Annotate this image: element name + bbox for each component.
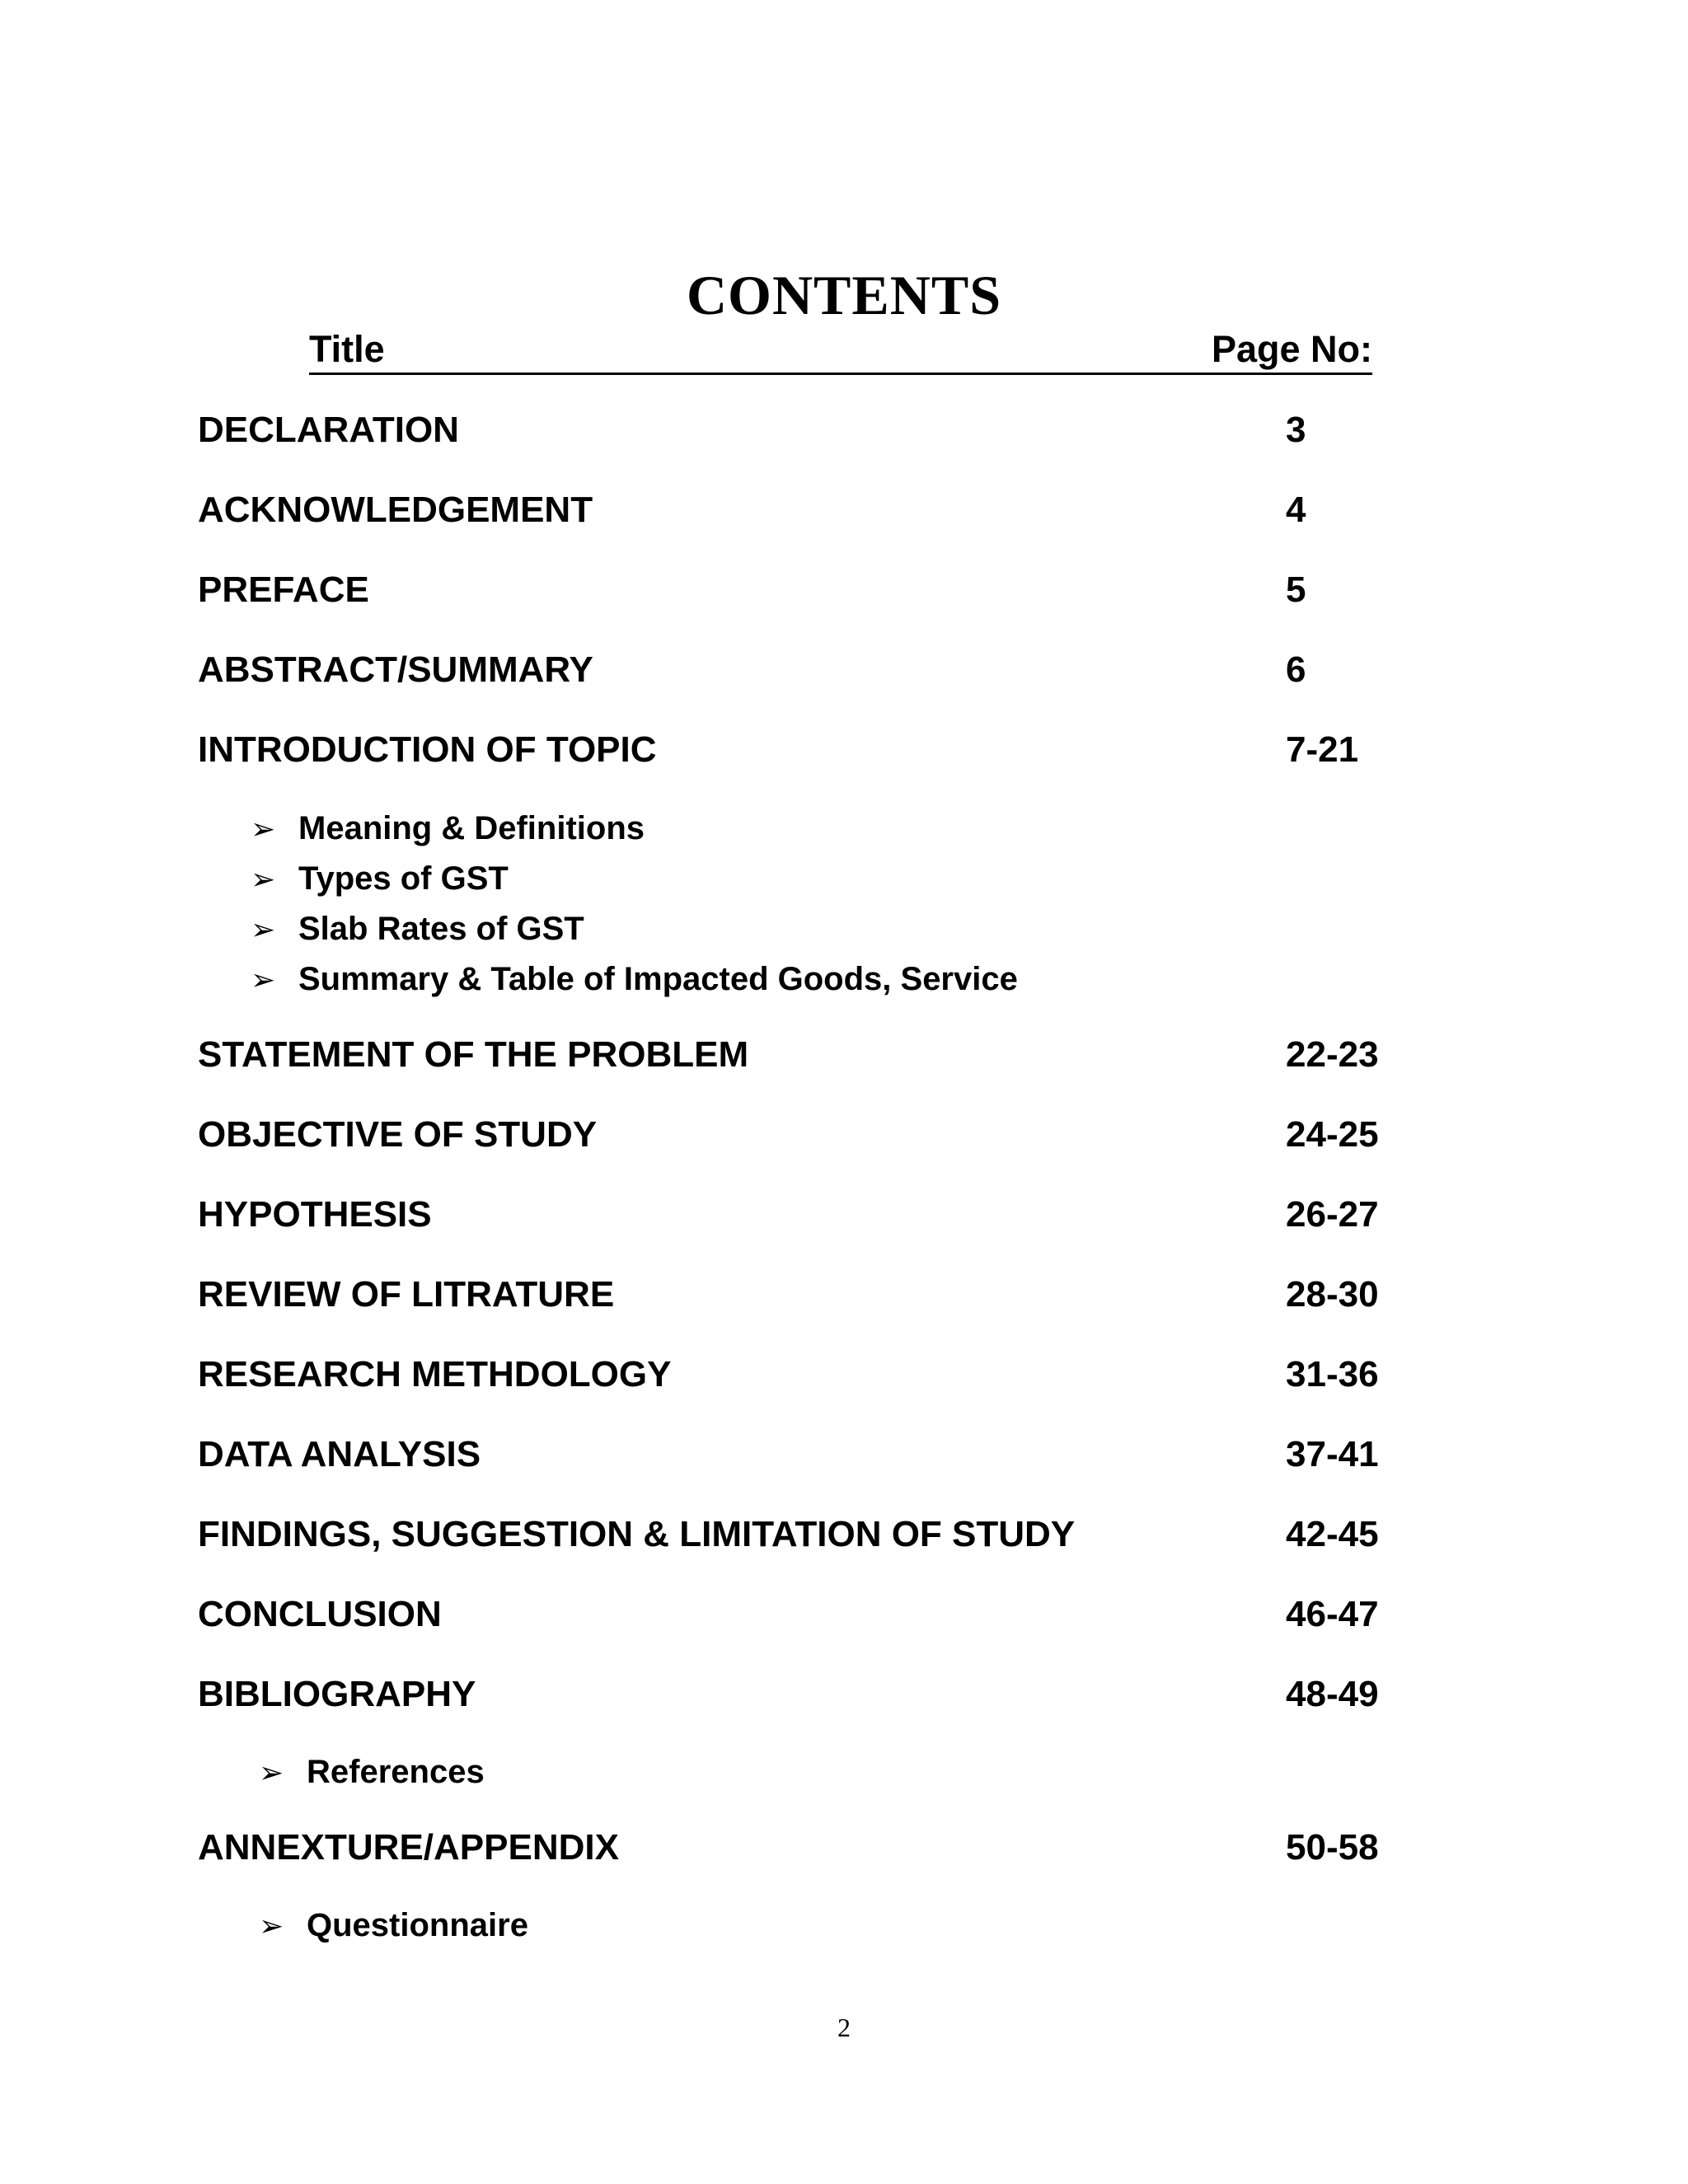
toc-subitem	[251, 857, 509, 900]
toc-entry-label: INTRODUCTION OF TOPIC	[198, 729, 657, 770]
toc-entry-label: FINDINGS, SUGGESTION & LIMITATION OF STUDY	[198, 1514, 1076, 1554]
arrowhead-bullet-icon: ➢	[259, 1756, 284, 1790]
toc-entry-pages: 4	[1286, 490, 1306, 530]
toc-entry-label: HYPOTHESIS	[198, 1194, 432, 1235]
toc-entry-label: STATEMENT OF THE PROBLEM	[198, 1034, 749, 1075]
toc-entry-label: PREFACE	[198, 569, 369, 610]
toc-entry-pages: 6	[1286, 649, 1306, 690]
page-number: 2	[837, 2013, 851, 2042]
toc-entry-preface	[198, 565, 1434, 615]
arrowhead-bullet-icon: ➢	[251, 913, 276, 947]
title-column-header: Title	[309, 328, 385, 370]
toc-subitem	[251, 807, 645, 850]
toc-entry-data-analysis	[198, 1430, 1434, 1479]
toc-entry-findings	[198, 1510, 1434, 1559]
toc-entry-pages: 46-47	[1286, 1594, 1379, 1634]
toc-entry-research-methodology	[198, 1350, 1434, 1399]
toc-entry-pages: 24-25	[1286, 1114, 1379, 1155]
toc-entry-introduction	[198, 725, 1434, 775]
toc-subitem-label: Types of GST	[298, 860, 509, 897]
toc-entry-review-of-literature	[198, 1270, 1434, 1319]
toc-subitem-label: Summary & Table of Impacted Goods, Service	[298, 961, 1018, 997]
page-title: CONTENTS	[686, 264, 1002, 326]
toc-entry-pages: 26-27	[1286, 1194, 1379, 1235]
page-column-header: Page No:	[1211, 328, 1372, 370]
toc-subitem-label: Questionnaire	[307, 1907, 528, 1943]
toc-entry-acknowledgement	[198, 485, 1434, 535]
toc-entry-pages: 37-41	[1286, 1434, 1379, 1474]
toc-subitem	[259, 1904, 528, 1947]
toc-entry-label: DATA ANALYSIS	[198, 1434, 481, 1474]
toc-subitem	[259, 1750, 485, 1793]
toc-entry-pages: 7-21	[1286, 729, 1359, 770]
toc-subitem-label: Slab Rates of GST	[298, 911, 584, 947]
toc-entry-pages: 3	[1286, 410, 1306, 450]
toc-entry-pages: 31-36	[1286, 1354, 1379, 1394]
toc-entry-pages: 48-49	[1286, 1674, 1379, 1714]
toc-entry-label: ANNEXTURE/APPENDIX	[198, 1827, 619, 1868]
toc-entry-conclusion	[198, 1590, 1434, 1639]
toc-entry-abstract	[198, 645, 1434, 695]
toc-subitem-label: References	[307, 1754, 485, 1790]
arrowhead-bullet-icon: ➢	[251, 813, 276, 846]
toc-entry-statement-of-problem	[198, 1030, 1434, 1080]
toc-entry-label: ACKNOWLEDGEMENT	[198, 490, 593, 530]
contents-header-row	[309, 326, 1372, 375]
toc-entry-pages: 5	[1286, 569, 1306, 610]
toc-entry-pages: 22-23	[1286, 1034, 1379, 1075]
toc-subitem	[251, 907, 584, 950]
toc-entry-hypothesis	[198, 1190, 1434, 1240]
toc-subitem-label: Meaning & Definitions	[298, 810, 645, 846]
arrowhead-bullet-icon: ➢	[251, 963, 276, 997]
toc-entry-label: RESEARCH METHDOLOGY	[198, 1354, 672, 1394]
toc-entry-objective	[198, 1110, 1434, 1160]
toc-entry-pages: 50-58	[1286, 1827, 1379, 1868]
toc-entry-appendix	[198, 1823, 1434, 1872]
toc-entry-label: ABSTRACT/SUMMARY	[198, 649, 593, 690]
toc-entry-pages: 42-45	[1286, 1514, 1379, 1554]
toc-entry-label: DECLARATION	[198, 410, 459, 450]
toc-subitem	[251, 958, 1018, 1001]
toc-entry-bibliography	[198, 1670, 1434, 1719]
toc-entry-label: BIBLIOGRAPHY	[198, 1674, 476, 1714]
arrowhead-bullet-icon: ➢	[251, 863, 276, 897]
toc-entry-label: CONCLUSION	[198, 1594, 442, 1634]
toc-entry-label: OBJECTIVE OF STUDY	[198, 1114, 598, 1155]
toc-entry-pages: 28-30	[1286, 1274, 1379, 1315]
toc-entry-label: REVIEW OF LITRATURE	[198, 1274, 615, 1315]
toc-entry-declaration	[198, 405, 1434, 455]
arrowhead-bullet-icon: ➢	[259, 1910, 284, 1943]
